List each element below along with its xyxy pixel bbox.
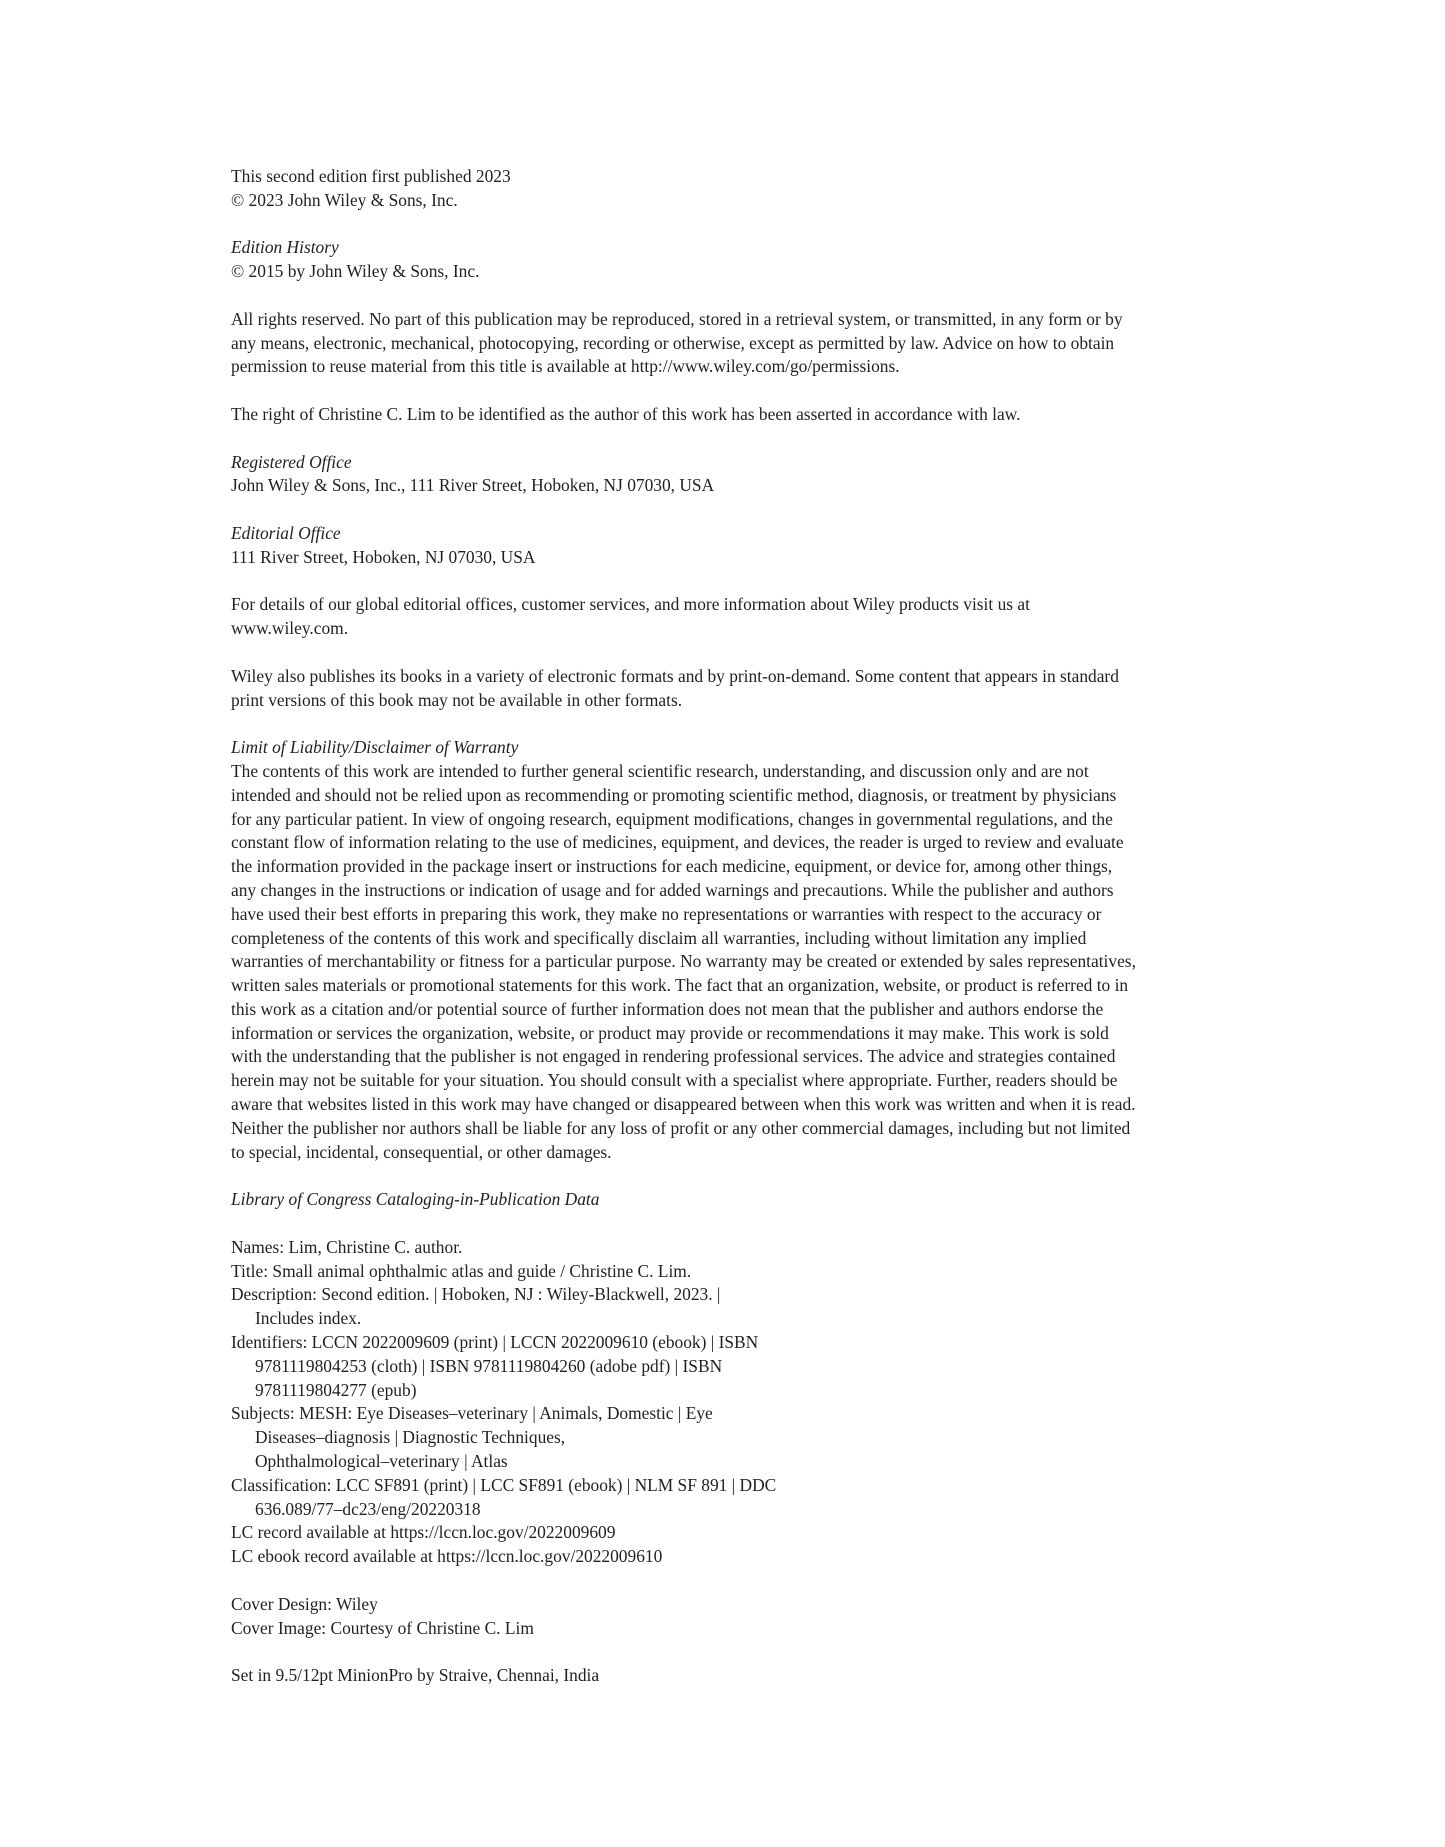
formats-line: print versions of this book may not be available in other formats. bbox=[231, 689, 683, 710]
disclaimer-heading: Limit of Liability/Disclaimer of Warranty bbox=[231, 737, 519, 758]
disclaimer-line: herein may not be suitable for your situation. You should consult with a specialist where appropriate. Further, readers should be bbox=[231, 1070, 1118, 1091]
disclaimer-line: Neither the publisher nor authors shall be liable for any loss of profit or any other commercial damages, including but not limited bbox=[231, 1117, 1131, 1138]
author-right-line: The right of Christine C. Lim to be identified as the author of this work has been asserted in accordance with law. bbox=[231, 403, 1021, 424]
typeset-note: Set in 9.5/12pt MinionPro by Straive, Chennai, India bbox=[231, 1665, 600, 1686]
cip-names: Names: Lim, Christine C. author. bbox=[231, 1236, 463, 1257]
disclaimer-line: The contents of this work are intended to further general scientific research, understanding, and discussion only and are not bbox=[231, 760, 1089, 781]
disclaimer-line: to special, incidental, consequential, or other damages. bbox=[231, 1141, 612, 1162]
cip-subjects: Diseases–diagnosis | Diagnostic Techniques, bbox=[255, 1427, 566, 1448]
edition-history-heading: Edition History bbox=[231, 237, 339, 258]
cover-design: Cover Design: Wiley bbox=[231, 1593, 378, 1614]
disclaimer-line: information or services the organization, website, or product may provide or recommendations it may make. This work is sold bbox=[231, 1022, 1109, 1043]
global-offices-paragraph bbox=[231, 593, 1231, 641]
disclaimer-line: have used their best efforts in preparing this work, they make no representations or warranties with respect to the accuracy or bbox=[231, 903, 1102, 924]
author-right-paragraph bbox=[231, 403, 1231, 427]
cip-title: Title: Small animal ophthalmic atlas and guide / Christine C. Lim. bbox=[231, 1260, 692, 1281]
registered-office-block bbox=[231, 451, 1231, 499]
rights-paragraph bbox=[231, 308, 1231, 379]
registered-office-heading: Registered Office bbox=[231, 451, 352, 472]
disclaimer-line: for any particular patient. In view of ongoing research, equipment modifications, changes in governmental regulations, and the bbox=[231, 808, 1113, 829]
cip-lc-record: LC record available at https://lccn.loc.gov/2022009609 bbox=[231, 1522, 616, 1543]
cip-classification: 636.089/77–dc23/eng/20220318 bbox=[255, 1498, 481, 1519]
global-offices-line: For details of our global editorial offices, customer services, and more information about Wiley products visit us at bbox=[231, 594, 1030, 615]
editorial-office-block bbox=[231, 522, 1231, 570]
cover-credits bbox=[231, 1593, 1231, 1641]
global-offices-line: www.wiley.com. bbox=[231, 618, 349, 639]
rights-line: permission to reuse material from this title is available at http://www.wiley.com/go/permissions. bbox=[231, 356, 900, 377]
disclaimer-line: warranties of merchantability or fitness for a particular purpose. No warranty may be created or extended by sales representatives, bbox=[231, 951, 1136, 972]
cover-image: Cover Image: Courtesy of Christine C. Lim bbox=[231, 1617, 534, 1638]
rights-line: All rights reserved. No part of this publication may be reproduced, stored in a retrieval system, or transmitted, in any form or by bbox=[231, 308, 1123, 329]
cip-identifiers: 9781119804277 (epub) bbox=[255, 1379, 417, 1400]
cip-lc-ebook-record: LC ebook record available at https://lccn.loc.gov/2022009610 bbox=[231, 1546, 663, 1567]
disclaimer-line: the information provided in the package insert or instructions for each medicine, equipment, or device for, among other things, bbox=[231, 856, 1113, 877]
cip-identifiers: 9781119804253 (cloth) | ISBN 9781119804260 (adobe pdf) | ISBN bbox=[255, 1355, 723, 1376]
disclaimer-line: with the understanding that the publisher is not engaged in rendering professional services. The advice and strategies contained bbox=[231, 1046, 1116, 1067]
cip-description: Includes index. bbox=[255, 1308, 362, 1329]
disclaimer-line: written sales materials or promotional statements for this work. The fact that an organization, website, or product is referred to in bbox=[231, 975, 1129, 996]
edition-copyright: © 2023 John Wiley & Sons, Inc. bbox=[231, 189, 458, 210]
edition-block bbox=[231, 165, 1231, 213]
disclaimer-line: constant flow of information relating to the use of medicines, equipment, and devices, the reader is urged to review and evaluate bbox=[231, 832, 1124, 853]
formats-paragraph bbox=[231, 665, 1231, 713]
editorial-office-address: 111 River Street, Hoboken, NJ 07030, USA bbox=[231, 546, 536, 567]
disclaimer-block bbox=[231, 736, 1231, 1164]
registered-office-address: John Wiley & Sons, Inc., 111 River Street, Hoboken, NJ 07030, USA bbox=[231, 475, 715, 496]
cip-identifiers: Identifiers: LCCN 2022009609 (print) | LCCN 2022009610 (ebook) | ISBN bbox=[231, 1332, 759, 1353]
cip-heading: Library of Congress Cataloging-in-Publication Data bbox=[231, 1189, 600, 1210]
disclaimer-line: intended and should not be relied upon as recommending or promoting scientific method, diagnosis, or treatment by physicians bbox=[231, 784, 1117, 805]
edition-history-block bbox=[231, 236, 1231, 284]
editorial-office-heading: Editorial Office bbox=[231, 522, 341, 543]
cip-record bbox=[231, 1236, 1231, 1569]
cip-classification: Classification: LCC SF891 (print) | LCC SF891 (ebook) | NLM SF 891 | DDC bbox=[231, 1474, 777, 1495]
cip-subjects: Ophthalmological–veterinary | Atlas bbox=[255, 1451, 508, 1472]
rights-line: any means, electronic, mechanical, photocopying, recording or otherwise, except as permitted by law. Advice on how to obtain bbox=[231, 332, 1115, 353]
disclaimer-line: any changes in the instructions or indication of usage and for added warnings and precautions. While the publisher and authors bbox=[231, 879, 1114, 900]
cip-subjects: Subjects: MESH: Eye Diseases–veterinary | Animals, Domestic | Eye bbox=[231, 1403, 713, 1424]
disclaimer-line: aware that websites listed in this work may have changed or disappeared between when this work was written and when it is read. bbox=[231, 1094, 1136, 1115]
cip-heading-block bbox=[231, 1188, 1231, 1212]
disclaimer-line: completeness of the contents of this work and specifically disclaim all warranties, including without limitation any implied bbox=[231, 927, 1087, 948]
typeset-block bbox=[231, 1664, 1231, 1688]
edition-published: This second edition first published 2023 bbox=[231, 166, 511, 186]
cip-description: Description: Second edition. | Hoboken, NJ : Wiley-Blackwell, 2023. | bbox=[231, 1284, 721, 1305]
formats-line: Wiley also publishes its books in a variety of electronic formats and by print-on-demand. Some content that appears in standard bbox=[231, 665, 1119, 686]
copyright-page bbox=[231, 165, 1231, 1712]
edition-history-copyright: © 2015 by John Wiley & Sons, Inc. bbox=[231, 261, 480, 282]
disclaimer-line: this work as a citation and/or potential source of further information does not mean that the publisher and authors endorse the bbox=[231, 998, 1104, 1019]
